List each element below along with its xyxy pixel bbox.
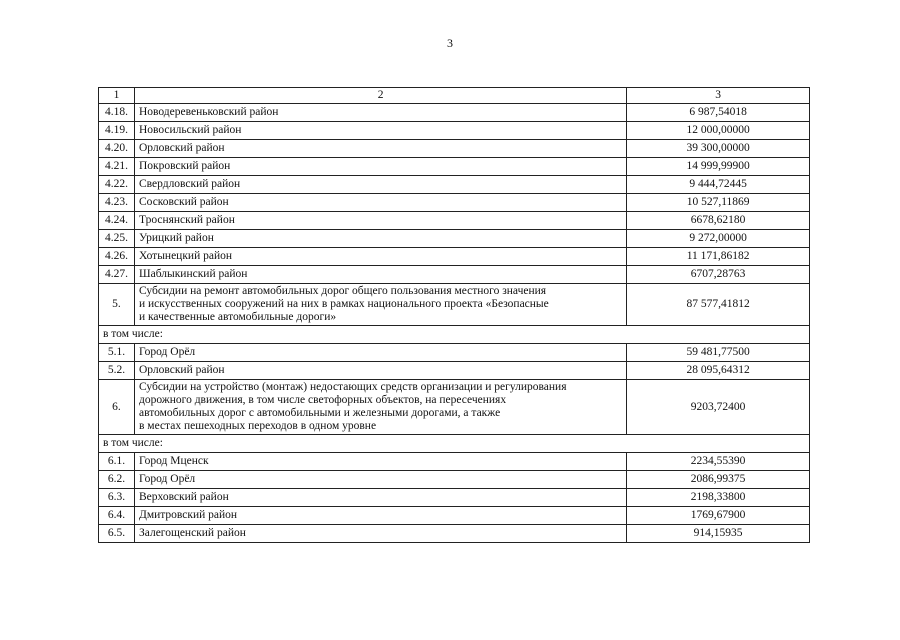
table-row	[99, 471, 810, 489]
row-value: 12 000,00000	[627, 122, 810, 140]
column-header-value: 3	[627, 88, 810, 104]
table-row	[99, 230, 810, 248]
row-name: Орловский район	[134, 362, 626, 380]
including-row	[99, 326, 810, 344]
row-number: 4.20.	[99, 140, 135, 158]
table-row	[99, 489, 810, 507]
row-name: Свердловский район	[134, 176, 626, 194]
column-header-number: 1	[99, 88, 135, 104]
row-value: 9 444,72445	[627, 176, 810, 194]
table-row	[99, 344, 810, 362]
table-header-row	[99, 88, 810, 104]
table-row	[99, 525, 810, 543]
row-name: Верховский район	[134, 489, 626, 507]
row-name: Дмитровский район	[134, 507, 626, 525]
section-description-line: в местах пешеходных переходов в одном уровне	[138, 420, 377, 432]
row-name: Залегощенский район	[134, 525, 626, 543]
table-row	[99, 212, 810, 230]
section-value: 9203,72400	[627, 380, 810, 435]
row-number: 5.2.	[99, 362, 135, 380]
table-row	[99, 194, 810, 212]
row-number: 4.24.	[99, 212, 135, 230]
table-row	[99, 507, 810, 525]
section-number: 6.	[99, 380, 135, 435]
row-name: Шаблыкинский район	[134, 266, 626, 284]
row-value: 6 987,54018	[627, 104, 810, 122]
row-number: 6.2.	[99, 471, 135, 489]
row-value: 11 171,86182	[627, 248, 810, 266]
row-value: 6678,62180	[627, 212, 810, 230]
row-number: 4.26.	[99, 248, 135, 266]
table-row	[99, 248, 810, 266]
column-header-name: 2	[134, 88, 626, 104]
row-value: 9 272,00000	[627, 230, 810, 248]
row-value: 2234,55390	[627, 453, 810, 471]
row-number: 6.4.	[99, 507, 135, 525]
row-number: 4.25.	[99, 230, 135, 248]
section-description	[134, 284, 626, 326]
page-number: 3	[447, 36, 453, 50]
section-row-6	[99, 380, 810, 435]
row-value: 1769,67900	[627, 507, 810, 525]
subsidy-table	[98, 87, 810, 543]
section-row-5	[99, 284, 810, 326]
row-value: 59 481,77500	[627, 344, 810, 362]
table-row	[99, 140, 810, 158]
row-number: 4.18.	[99, 104, 135, 122]
table-row	[99, 176, 810, 194]
row-name: Новосильский район	[134, 122, 626, 140]
row-value: 10 527,11869	[627, 194, 810, 212]
including-label: в том числе:	[99, 435, 810, 453]
row-name: Город Мценск	[134, 453, 626, 471]
including-row	[99, 435, 810, 453]
row-value: 914,15935	[627, 525, 810, 543]
row-value: 2086,99375	[627, 471, 810, 489]
section-number: 5.	[99, 284, 135, 326]
row-name: Орловский район	[134, 140, 626, 158]
row-name: Урицкий район	[134, 230, 626, 248]
table-row	[99, 362, 810, 380]
row-value: 39 300,00000	[627, 140, 810, 158]
row-name: Новодеревеньковский район	[134, 104, 626, 122]
row-number: 6.3.	[99, 489, 135, 507]
table-row	[99, 266, 810, 284]
row-value: 2198,33800	[627, 489, 810, 507]
row-number: 4.19.	[99, 122, 135, 140]
section-description-line: автомобильных дорог с автомобильными и железными дорогами, а также	[138, 407, 501, 419]
table-row	[99, 453, 810, 471]
section-description-line: дорожного движения, в том числе светофорных объектов, на пересечениях	[138, 394, 507, 406]
section-description-line: и качественные автомобильные дороги»	[138, 311, 337, 323]
row-number: 4.23.	[99, 194, 135, 212]
row-name: Город Орёл	[134, 471, 626, 489]
row-value: 6707,28763	[627, 266, 810, 284]
row-name: Город Орёл	[134, 344, 626, 362]
row-name: Покровский район	[134, 158, 626, 176]
table-row	[99, 104, 810, 122]
section-description-line: и искусственных сооружений на них в рамках национального проекта «Безопасные	[138, 298, 549, 310]
row-name: Троснянский район	[134, 212, 626, 230]
section-description-line: Субсидии на ремонт автомобильных дорог общего пользования местного значения	[138, 285, 547, 297]
row-number: 4.22.	[99, 176, 135, 194]
row-name: Хотынецкий район	[134, 248, 626, 266]
section-value: 87 577,41812	[627, 284, 810, 326]
row-number: 6.5.	[99, 525, 135, 543]
table-row	[99, 158, 810, 176]
row-number: 6.1.	[99, 453, 135, 471]
row-value: 28 095,64312	[627, 362, 810, 380]
row-name: Сосковский район	[134, 194, 626, 212]
row-number: 4.21.	[99, 158, 135, 176]
row-number: 4.27.	[99, 266, 135, 284]
including-label: в том числе:	[99, 326, 810, 344]
section-description-line: Субсидии на устройство (монтаж) недостающих средств организации и регулирования	[138, 381, 567, 393]
section-description	[134, 380, 626, 435]
table-row	[99, 122, 810, 140]
row-number: 5.1.	[99, 344, 135, 362]
row-value: 14 999,99900	[627, 158, 810, 176]
